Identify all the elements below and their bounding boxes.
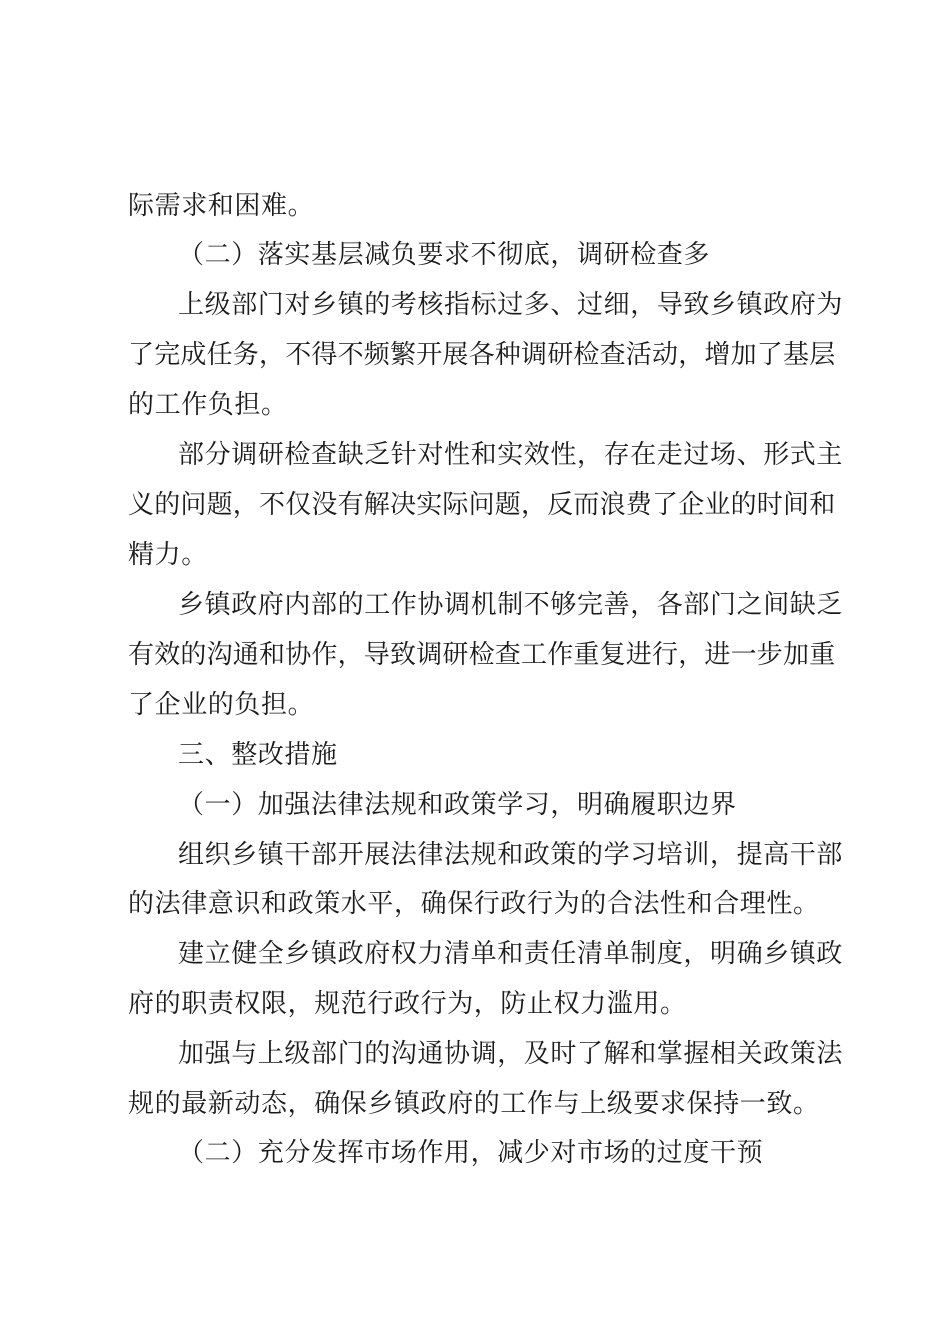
section-heading: （二）落实基层减负要求不彻底，调研检查多 (178, 240, 711, 270)
paragraph-line: 的法律意识和政策水平，确保行政行为的合法性和合理性。 (128, 889, 820, 919)
paragraph-line: 的工作负担。 (128, 390, 288, 420)
paragraph-line: 部分调研检查缺乏针对性和实效性，存在走过场、形式主 (178, 440, 844, 470)
paragraph-line: 有效的沟通和协作，导致调研检查工作重复进行，进一步加重 (128, 640, 836, 670)
paragraph-line: 际需求和困难。 (128, 191, 315, 221)
paragraph-line: 规的最新动态，确保乡镇政府的工作与上级要求保持一致。 (128, 1089, 820, 1119)
paragraph-line: 上级部门对乡镇的考核指标过多、过细，导致乡镇政府为 (178, 290, 844, 320)
section-heading: （二）充分发挥市场作用，减少对市场的过度干预 (178, 1138, 764, 1168)
paragraph-line: 加强与上级部门的沟通协调，及时了解和掌握相关政策法 (178, 1039, 844, 1069)
paragraph-line: 了企业的负担。 (128, 690, 315, 720)
section-heading: 三、整改措施 (178, 740, 338, 770)
paragraph-line: 精力。 (128, 540, 208, 570)
paragraph-line: 了完成任务，不得不频繁开展各种调研检查活动，增加了基层 (128, 340, 836, 370)
paragraph-line: 组织乡镇干部开展法律法规和政策的学习培训，提高干部 (178, 840, 844, 870)
section-heading: （一）加强法律法规和政策学习，明确履职边界 (178, 790, 737, 820)
paragraph-line: 义的问题，不仅没有解决实际问题，反而浪费了企业的时间和 (128, 490, 836, 520)
paragraph-line: 乡镇政府内部的工作协调机制不够完善，各部门之间缺乏 (178, 590, 844, 620)
paragraph-line: 建立健全乡镇政府权力清单和责任清单制度，明确乡镇政 (178, 939, 844, 969)
paragraph-line: 府的职责权限，规范行政行为，防止权力滥用。 (128, 989, 687, 1019)
